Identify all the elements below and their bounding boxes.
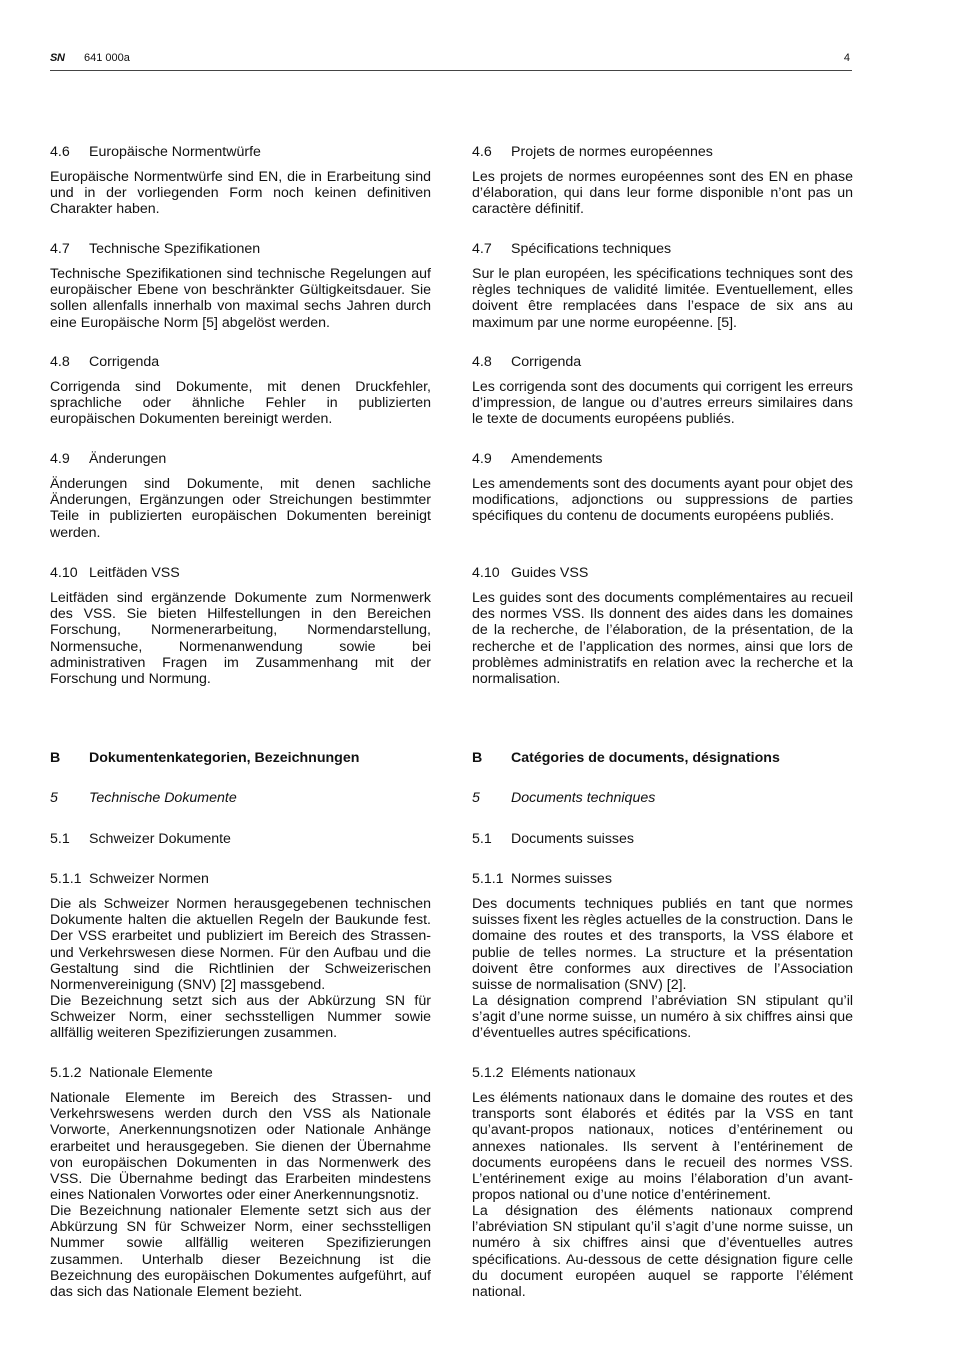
paragraph-4-8-fr: Les corrigenda sont des documents qui corrigent les erreurs d’impression, de langue ou d’autres erreurs similaires dans le texte de documents européens publiés.	[472, 379, 853, 428]
paragraph-5-1-1-a-fr: Des documents techniques publiés en tant que normes suisses fixent les règles actuelles de la construction. Dans le domaine des routes et des transports, la VSS élabore et publie de telles normes. La structure et la présentation doivent être conformes aux directives de l’Association suisse de normalisation (SNV) [2].	[472, 896, 853, 994]
heading-4-6-fr: 4.6 Projets de normes européennes	[472, 144, 713, 160]
heading-4-8-fr: 4.8 Corrigenda	[472, 354, 582, 370]
heading-4-10-fr: 4.10 Guides VSS	[472, 565, 589, 581]
paragraph-5-1-1-b-fr: La désignation comprend l’abréviation SN stipulant qu’il s’agit d’une norme suisse, un numéro à six chiffres ainsi que d’éventuelles autres spécifications.	[472, 993, 853, 1042]
page-header	[50, 52, 852, 71]
paragraph-5-1-2-a-fr: Les éléments nationaux dans le domaine des routes et des transports sont élaborés et édités par la VSS en tant qu’avant-propos nationaux, notices d’entérinement ou annexes nationales. Ils servent à l’entérinement de documents européens dans le recueil des normes VSS. L’entérinement exige au moins l’élaboration d’un avant-propos national ou d’une notice d’entérinement.	[472, 1090, 853, 1204]
paragraph-4-7: Technische Spezifikationen sind technische Regelungen auf europäischer Ebene von beschränkter Gültigkeitsdauer. Sie sollen allenfalls innerhalb von maximal sechs Jahren durch eine Europäische Norm [5] abgelöst werden.	[50, 266, 431, 331]
paragraph-4-10: Leitfäden sind ergänzende Dokumente zum Normenwerk des VSS. Sie bieten Hilfestellungen in den Bereichen Forschung, Normenerarbeitung, Normendarstellung, Normensuche, Normenanwendung sowie bei administrativen Fragen im Zusammenhang mit der Forschung und Normung.	[50, 590, 431, 688]
heading-4-7-fr: 4.7 Spécifications techniques	[472, 241, 672, 257]
paragraph-5-1-1-b: Die Bezeichnung setzt sich aus der Abkürzung SN für Schweizer Norm, einer sechsstelligen Nummer sowie allfällig weiteren Spezifizierungen zusammen.	[50, 993, 431, 1042]
page-number: 4	[843, 52, 850, 64]
heading-5-1-1: 5.1.1 Schweizer Normen	[50, 871, 209, 887]
paragraph-5-1-2-b-fr: La désignation des éléments nationaux comprend l’abréviation SN stipulant qu’il s’agit d’une norme suisse, un numéro à six chiffres ainsi que d’éventuelles autres spécifications. Au-dessous de cette désignation figure celle du document européen auquel se rapporte l’élément national.	[472, 1203, 853, 1301]
heading-4-8: 4.8 Corrigenda	[50, 354, 160, 370]
heading-4-9: 4.9 Änderungen	[50, 451, 167, 467]
paragraph-4-9: Änderungen sind Dokumente, mit denen sachliche Änderungen, Ergänzungen oder Streichungen bestimmter Teile in publizierten europäischen Dokumenten bereinigt werden.	[50, 476, 431, 541]
heading-4-9-fr: 4.9 Amendements	[472, 451, 603, 467]
heading-5: 5 Technische Dokumente	[50, 790, 237, 806]
heading-5-1-2: 5.1.2 Nationale Elemente	[50, 1065, 213, 1081]
heading-b-fr: B Catégories de documents, désignations	[472, 750, 780, 766]
heading-4-7: 4.7 Technische Spezifikationen	[50, 241, 261, 257]
heading-b: B Dokumentenkategorien, Bezeichnungen	[50, 750, 360, 766]
heading-4-6: 4.6 Europäische Normentwürfe	[50, 144, 261, 160]
heading-5-1-1-fr: 5.1.1 Normes suisses	[472, 871, 612, 887]
paragraph-5-1-2-b: Die Bezeichnung nationaler Elemente setzt sich aus der Abkürzung SN für Schweizer Norm, einer sechsstelligen Nummer sowie allfällig weiteren Spezifizierungen zusammen. Unterhalb dieser Bezeichnung ist die Bezeichnung des europäischen Dokumentes aufgeführt, auf das sich das Nationale Element bezieht.	[50, 1203, 431, 1301]
paragraph-5-1-1-a: Die als Schweizer Normen herausgegebenen technischen Dokumente halten die aktuellen Regeln der Baukunde fest. Der VSS erarbeitet und publiziert im Bereich des Strassen- und Verkehrswesen diese Normen. Für den Aufbau und die Gestaltung sind die Richtlinien der Schweizerischen Normenvereinigung (SNV) [2] massgebend.	[50, 896, 431, 994]
paragraph-4-10-fr: Les guides sont des documents complémentaires au recueil des normes VSS. Ils donnent des aides dans les domaines de la recherche, de l’élaboration, de la présentation, de la recherche et de l’application des normes, ainsi que lors de problèmes administratifs en relation avec la recherche et la normalisation.	[472, 590, 853, 688]
heading-5-1: 5.1 Schweizer Dokumente	[50, 831, 231, 847]
paragraph-4-9-fr: Les amendements sont des documents ayant pour objet des modifications, adjonctions ou suppressions de parties spécifiques du contenu de documents européens publiés.	[472, 476, 853, 525]
heading-5-1-2-fr: 5.1.2 Eléments nationaux	[472, 1065, 636, 1081]
heading-4-10: 4.10 Leitfäden VSS	[50, 565, 180, 581]
paragraph-4-7-fr: Sur le plan européen, les spécifications techniques sont des règles techniques de validité limitée. Eventuellement, elles doivent être remplacées dans l’espace de six ans au maximum par une norme européenne. [5].	[472, 266, 853, 331]
paragraph-4-6-fr: Les projets de normes européennes sont des EN en phase d’élaboration, qui dans leur forme disponible n’ont pas un caractère définitif.	[472, 169, 853, 218]
document-number: 641 000a	[84, 52, 130, 64]
paragraph-5-1-2-a: Nationale Elemente im Bereich des Strassen- und Verkehrswesens werden durch den VSS als Nationale Vorworte, Anerkennungsnotizen oder Nationale Anhänge erarbeitet und herausgegeben. Sie dienen der Übernahme von europäischen Dokumenten in das Normenwerk des VSS. Die Übernahme bedingt das Erarbeiten mindestens eines Nationalen Vorwortes oder einer Anerkennungsnotiz.	[50, 1090, 431, 1204]
heading-5-fr: 5 Documents techniques	[472, 790, 656, 806]
sn-logo: SN	[50, 52, 65, 64]
paragraph-4-8: Corrigenda sind Dokumente, mit denen Druckfehler, sprachliche oder ähnliche Fehler in publizierten europäischen Dokumenten bereinigt werden.	[50, 379, 431, 428]
paragraph-4-6: Europäische Normentwürfe sind EN, die in Erarbeitung sind und in der vorliegenden Form noch keinen definitiven Charakter haben.	[50, 169, 431, 218]
heading-5-1-fr: 5.1 Documents suisses	[472, 831, 635, 847]
